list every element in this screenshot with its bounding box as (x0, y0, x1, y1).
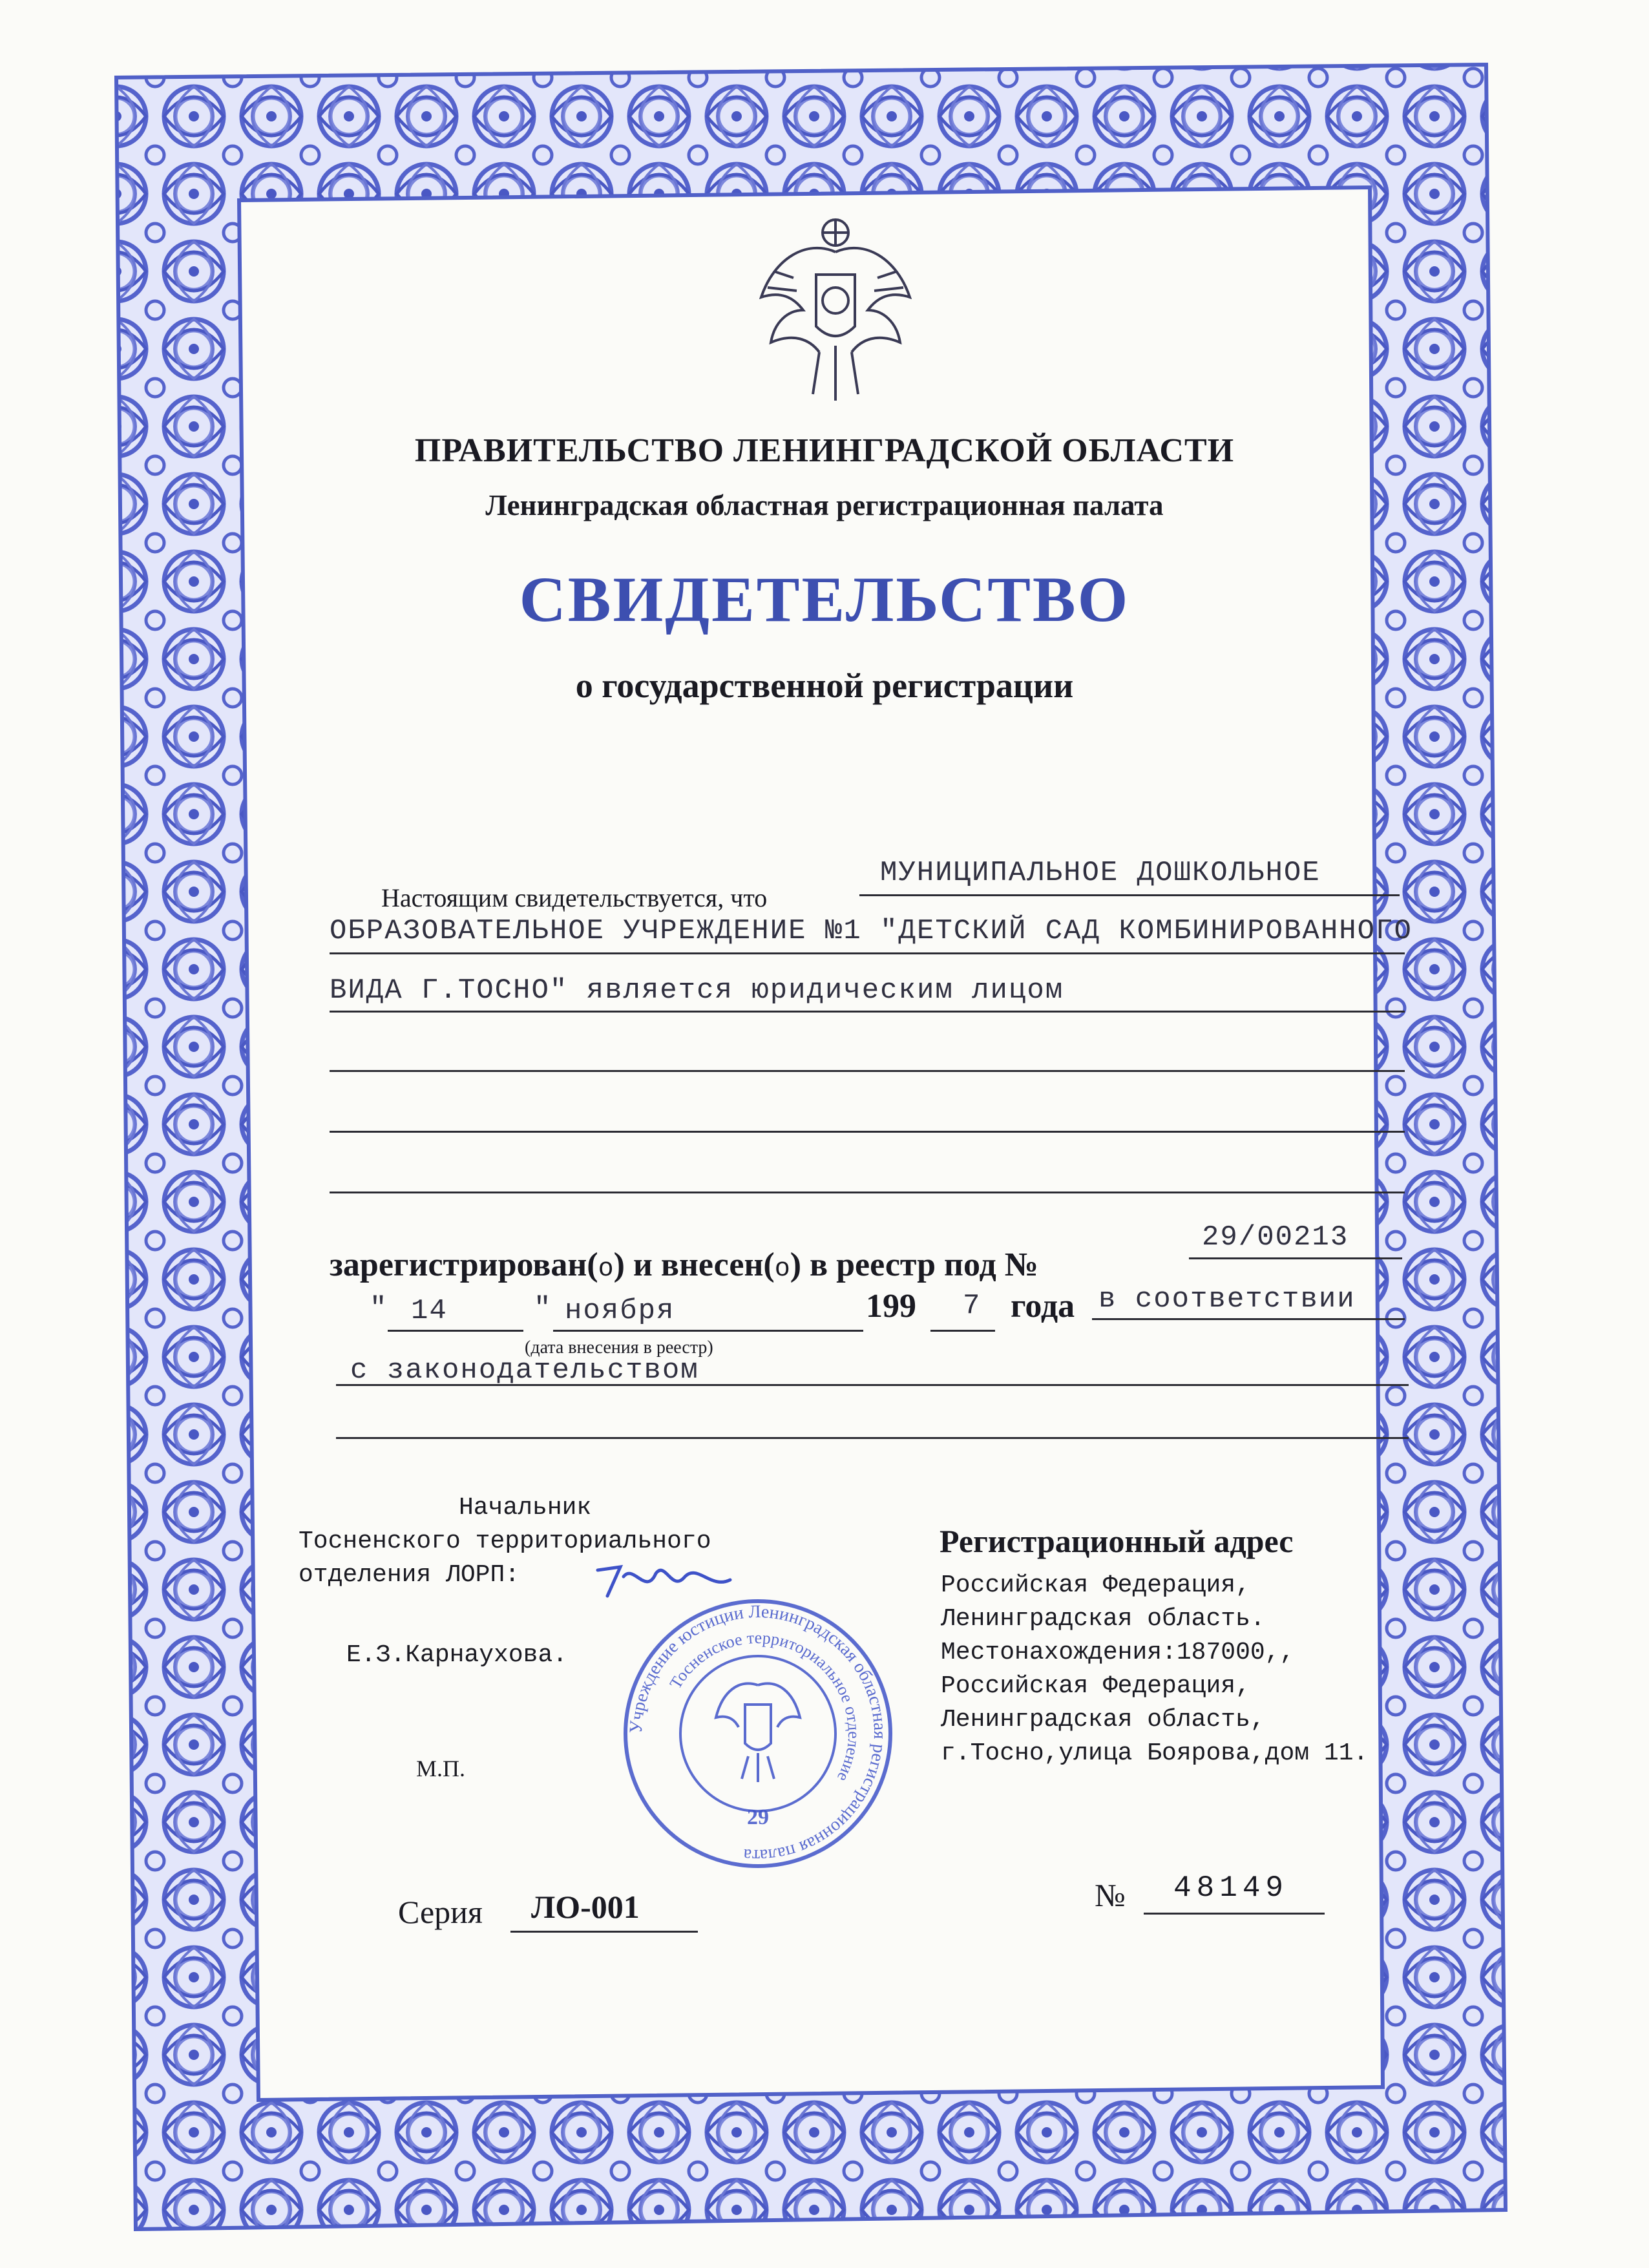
government-title: ПРАВИТЕЛЬСТВО ЛЕНИНГРАДСКОЙ ОБЛАСТИ (414, 432, 1235, 469)
blank-line (330, 1131, 1405, 1133)
year-prefix: 199 (866, 1288, 916, 1325)
underline (330, 1011, 1405, 1013)
intro-text: Настоящим свидетельствуется, что (381, 883, 768, 912)
underline (336, 1384, 1409, 1386)
underline (1189, 1257, 1402, 1259)
series-value: ЛО-001 (531, 1889, 640, 1925)
year-label: года (1011, 1288, 1075, 1325)
date-caption: (дата внесения в реестр) (525, 1338, 713, 1358)
address-line: Ленинградская область, (941, 1706, 1265, 1734)
certificate-subtitle: о государственной регистрации (575, 666, 1074, 705)
law-text: с законодательством (350, 1354, 699, 1387)
entered-mark: о (774, 1255, 790, 1284)
official-seal-stamp (619, 1595, 897, 1873)
underline (388, 1330, 523, 1332)
form-number: 48149 (1173, 1871, 1289, 1905)
underline (553, 1330, 863, 1332)
address-line: г.Тосно,улица Боярова,дом 11. (941, 1739, 1369, 1767)
signatory-department: Тосненского территориального (299, 1528, 711, 1555)
stamp-outer-text: Учреждение юстиции Ленинградская областная регистрационная палата (625, 1601, 890, 1866)
blank-line (330, 1192, 1405, 1193)
series-label: Серия (398, 1894, 483, 1930)
date-quote-close: " (534, 1292, 552, 1325)
entity-name-line-1: МУНИЦИПАЛЬНОЕ ДОШКОЛЬНОЕ (880, 857, 1321, 889)
certificate-title: СВИДЕТЕЛЬСТВО (519, 563, 1130, 635)
signatory-title: Начальник (459, 1494, 592, 1522)
registration-month: ноября (565, 1295, 675, 1327)
underline (930, 1330, 995, 1332)
registry-number: 29/00213 (1202, 1221, 1349, 1254)
address-line: Российская Федерация, (941, 1672, 1250, 1700)
year-suffix: 7 (963, 1290, 982, 1322)
registered-mark: о (598, 1255, 614, 1284)
registered-label: зарегистрирован( (330, 1246, 598, 1283)
address-line: Местонахождения:187000,, (941, 1639, 1295, 1666)
stamp-inner-text: Тосненское территориальное отделение (666, 1628, 864, 1785)
address-heading: Регистрационный адрес (940, 1523, 1294, 1559)
stamp-eagle-icon (716, 1683, 800, 1782)
underline (1144, 1913, 1325, 1915)
seal-place-mark: М.П. (416, 1756, 466, 1781)
blank-line (330, 1070, 1405, 1072)
svg-text:Тосненское территориальное отд (666, 1628, 863, 1785)
underline (1092, 1318, 1405, 1320)
address-line: Российская Федерация, (941, 1571, 1250, 1599)
signatory-name: Е.З.Карнаухова. (346, 1641, 568, 1669)
blank-line (336, 1437, 1409, 1439)
chamber-name: Ленинградская областная регистрационная палата (485, 489, 1164, 521)
entity-name-line-2: ОБРАЗОВАТЕЛЬНОЕ УЧРЕЖДЕНИЕ №1 "ДЕТСКИЙ САД КОМБИНИРОВАННОГО (330, 915, 1413, 947)
registration-statement (330, 1246, 1038, 1284)
underline (859, 894, 1400, 896)
stamp-number: 29 (747, 1805, 769, 1829)
number-label: № (1095, 1877, 1126, 1913)
underline (510, 1931, 698, 1933)
signatory-office: отделения ЛОРП: (299, 1561, 520, 1589)
registration-day: 14 (411, 1295, 448, 1327)
address-line: Ленинградская область. (941, 1605, 1265, 1633)
accordance-text: в соответствии (1098, 1283, 1356, 1316)
registry-label: ) в реестр под № (790, 1246, 1039, 1283)
entity-name-line-3: ВИДА Г.ТОСНО" является юридическим лицом (330, 974, 1064, 1007)
coat-of-arms-emblem (748, 213, 923, 407)
entered-label: ) и внесен( (613, 1246, 775, 1283)
date-quote-open: " (370, 1292, 388, 1325)
underline (330, 952, 1405, 954)
